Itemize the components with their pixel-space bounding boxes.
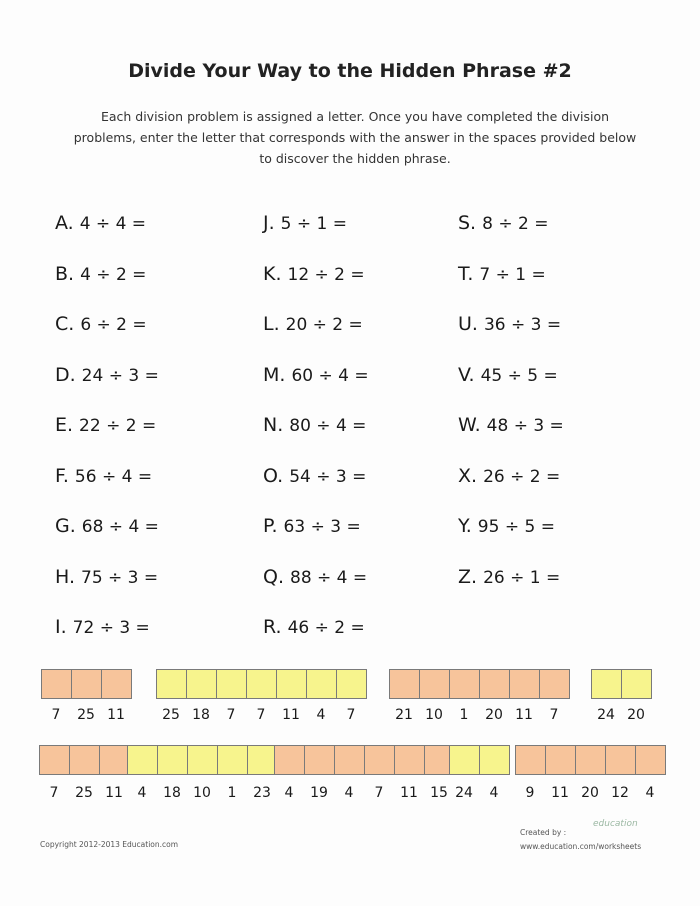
answer-number: 11: [400, 785, 418, 801]
problem-expression: 63 ÷ 3 =: [283, 517, 361, 537]
problem-j: [263, 212, 347, 234]
answer-box[interactable]: [157, 745, 188, 775]
answer-number: 11: [551, 785, 569, 801]
problem-expression: 68 ÷ 4 =: [81, 517, 159, 537]
problem-m: [263, 364, 369, 386]
answer-number: 7: [549, 707, 559, 723]
problem-letter: W.: [458, 414, 481, 436]
answer-number: 4: [344, 785, 354, 801]
answer-box[interactable]: [635, 745, 666, 775]
answer-number: 11: [105, 785, 123, 801]
answer-box[interactable]: [334, 745, 365, 775]
answer-box[interactable]: [515, 745, 546, 775]
problem-expression: 26 ÷ 2 =: [483, 466, 561, 487]
answer-number: 7: [256, 707, 266, 723]
answer-box[interactable]: [217, 745, 248, 775]
problem-expression: 88 ÷ 4 =: [290, 567, 368, 588]
answer-group: [39, 745, 129, 775]
problem-expression: 72 ÷ 3 =: [72, 618, 150, 638]
problem-expression: 56 ÷ 4 =: [74, 466, 153, 487]
problem-expression: 26 ÷ 1 =: [483, 567, 561, 588]
answer-number: 25: [77, 707, 95, 723]
problem-n: [263, 414, 366, 436]
answer-box[interactable]: [156, 669, 187, 699]
problem-letter: P.: [263, 515, 278, 537]
answer-number: 20: [485, 707, 503, 723]
problem-s: [458, 212, 548, 234]
answer-box[interactable]: [479, 745, 510, 775]
problem-letter: A.: [55, 212, 74, 234]
answer-group: [127, 745, 277, 775]
answer-number: 25: [75, 785, 93, 801]
answer-number: 10: [193, 785, 211, 801]
answer-group: [389, 669, 569, 699]
problem-letter: Y.: [458, 515, 472, 537]
answer-box[interactable]: [39, 745, 70, 775]
problem-expression: 45 ÷ 5 =: [480, 365, 558, 386]
answer-box[interactable]: [187, 745, 218, 775]
answer-number: 25: [162, 707, 180, 723]
problem-l: [263, 313, 363, 335]
answer-box[interactable]: [621, 669, 652, 699]
answer-box[interactable]: [246, 669, 277, 699]
answer-group: [41, 669, 131, 699]
problem-v: [458, 364, 558, 386]
answer-box[interactable]: [41, 669, 72, 699]
problem-expression: 80 ÷ 4 =: [289, 416, 367, 436]
problem-letter: U.: [458, 313, 478, 335]
problem-letter: F.: [55, 464, 69, 487]
problem-i: [55, 616, 150, 638]
answer-box[interactable]: [389, 669, 420, 699]
answer-box[interactable]: [591, 669, 622, 699]
answer-number: 7: [374, 785, 384, 801]
problem-expression: 22 ÷ 2 =: [79, 416, 157, 436]
problem-h: [55, 566, 158, 588]
instructions: Each division problem is assigned a letter. Once you have completed the division problems, enter the letter that corresponds with the answer in the spaces provided below to discover the hidden phrase.: [73, 109, 637, 166]
answer-number: 9: [525, 785, 535, 801]
answer-group: [591, 669, 651, 699]
problem-expression: 46 ÷ 2 =: [287, 618, 365, 638]
answer-number: 21: [395, 707, 413, 723]
answer-box[interactable]: [336, 669, 367, 699]
answer-box[interactable]: [394, 745, 425, 775]
answer-number: 11: [107, 707, 125, 723]
answer-number: 10: [425, 707, 443, 723]
problem-letter: G.: [55, 515, 76, 537]
education-logo: education: [593, 819, 638, 829]
answer-box[interactable]: [274, 745, 305, 775]
answer-box[interactable]: [449, 745, 480, 775]
problem-p: [263, 515, 361, 537]
answer-number: 1: [227, 785, 237, 801]
problem-expression: 12 ÷ 2 =: [287, 264, 365, 285]
problem-expression: 4 ÷ 4 =: [79, 214, 147, 234]
problem-letter: E.: [55, 414, 74, 436]
answer-box[interactable]: [539, 669, 570, 699]
problem-letter: H.: [55, 565, 75, 588]
answer-number: 4: [137, 785, 147, 801]
problem-x: [458, 465, 560, 487]
answer-number: 11: [515, 707, 533, 723]
problem-letter: K.: [263, 262, 282, 285]
problem-expression: 75 ÷ 3 =: [81, 567, 159, 588]
problem-d: [55, 364, 159, 386]
answer-group: [156, 669, 366, 699]
answer-number: 1: [459, 707, 469, 723]
problem-letter: Z.: [458, 565, 478, 588]
answer-box[interactable]: [479, 669, 510, 699]
answer-number: 19: [310, 785, 328, 801]
problem-letter: S.: [458, 212, 477, 234]
answer-box[interactable]: [605, 745, 636, 775]
answer-box[interactable]: [575, 745, 606, 775]
answer-box[interactable]: [545, 745, 576, 775]
answer-number: 7: [49, 785, 59, 801]
problem-letter: J.: [263, 212, 275, 234]
answer-number: 4: [284, 785, 294, 801]
problem-letter: D.: [55, 363, 76, 386]
problem-expression: 6 ÷ 2 =: [80, 315, 147, 335]
problem-k: [263, 263, 365, 285]
answer-number: 18: [192, 707, 210, 723]
problem-t: [458, 263, 546, 285]
answer-box[interactable]: [101, 669, 132, 699]
answer-box[interactable]: [509, 669, 540, 699]
answer-box[interactable]: [364, 745, 395, 775]
problem-expression: 8 ÷ 2 =: [482, 214, 549, 234]
answer-group: [449, 745, 509, 775]
answer-box[interactable]: [69, 745, 100, 775]
problem-letter: X.: [458, 464, 478, 487]
answer-box[interactable]: [216, 669, 247, 699]
worksheets-url: www.education.com/worksheets: [520, 842, 642, 851]
answer-number: 23: [253, 785, 271, 801]
problem-letter: B.: [55, 262, 75, 285]
problem-letter: O.: [263, 464, 284, 487]
problem-letter: L.: [263, 313, 280, 335]
answer-box[interactable]: [304, 745, 335, 775]
problem-expression: 54 ÷ 3 =: [289, 466, 367, 487]
problem-expression: 48 ÷ 3 =: [486, 416, 564, 436]
problem-expression: 95 ÷ 5 =: [477, 517, 555, 537]
problem-w: [458, 414, 564, 436]
problem-letter: C.: [55, 313, 75, 335]
answer-box[interactable]: [419, 669, 450, 699]
problem-expression: 20 ÷ 2 =: [285, 315, 363, 335]
problem-expression: 36 ÷ 3 =: [483, 315, 562, 335]
answer-box[interactable]: [306, 669, 337, 699]
answer-box[interactable]: [449, 669, 480, 699]
answer-group: [515, 745, 665, 775]
problem-g: [55, 515, 159, 537]
answer-box[interactable]: [186, 669, 217, 699]
problem-letter: I.: [55, 616, 67, 638]
problem-c: [55, 313, 147, 335]
problem-a: [55, 212, 146, 234]
problem-y: [458, 515, 555, 537]
answer-number: 4: [316, 707, 326, 723]
answer-number: 15: [430, 785, 448, 801]
problem-expression: 7 ÷ 1 =: [479, 264, 546, 285]
answer-number: 24: [597, 707, 615, 723]
copyright-text: Copyright 2012-2013 Education.com: [40, 840, 179, 849]
answer-box[interactable]: [99, 745, 130, 775]
answer-number: 20: [581, 785, 599, 801]
answer-group: [274, 745, 454, 775]
problem-e: [55, 414, 156, 436]
answer-number: 7: [226, 707, 236, 723]
answer-number: 24: [455, 785, 473, 801]
created-by-label: Created by :: [520, 828, 567, 837]
problem-letter: M.: [263, 363, 286, 386]
problem-expression: 4 ÷ 2 =: [80, 264, 147, 285]
page-title: Divide Your Way to the Hidden Phrase #2: [128, 60, 572, 82]
problem-letter: N.: [263, 414, 284, 436]
problem-q: [263, 566, 367, 588]
answer-number: 12: [611, 785, 629, 801]
problem-letter: T.: [458, 262, 474, 285]
answer-number: 4: [489, 785, 499, 801]
answer-number: 20: [627, 707, 645, 723]
problem-letter: V.: [458, 363, 475, 386]
problem-u: [458, 313, 561, 335]
answer-box[interactable]: [127, 745, 158, 775]
problem-z: [458, 566, 560, 588]
problem-letter: R.: [263, 616, 282, 638]
problem-b: [55, 263, 146, 285]
answer-number: 11: [282, 707, 300, 723]
answer-box[interactable]: [71, 669, 102, 699]
problem-r: [263, 616, 365, 638]
problem-o: [263, 465, 366, 487]
problem-letter: Q.: [263, 565, 284, 588]
problem-expression: 24 ÷ 3 =: [81, 365, 159, 386]
problem-expression: 60 ÷ 4 =: [291, 365, 369, 386]
answer-number: 7: [51, 707, 61, 723]
answer-number: 18: [163, 785, 181, 801]
answer-box[interactable]: [276, 669, 307, 699]
answer-number: 7: [346, 707, 356, 723]
problem-expression: 5 ÷ 1 =: [280, 214, 347, 234]
problem-f: [55, 465, 152, 487]
answer-number: 4: [645, 785, 655, 801]
